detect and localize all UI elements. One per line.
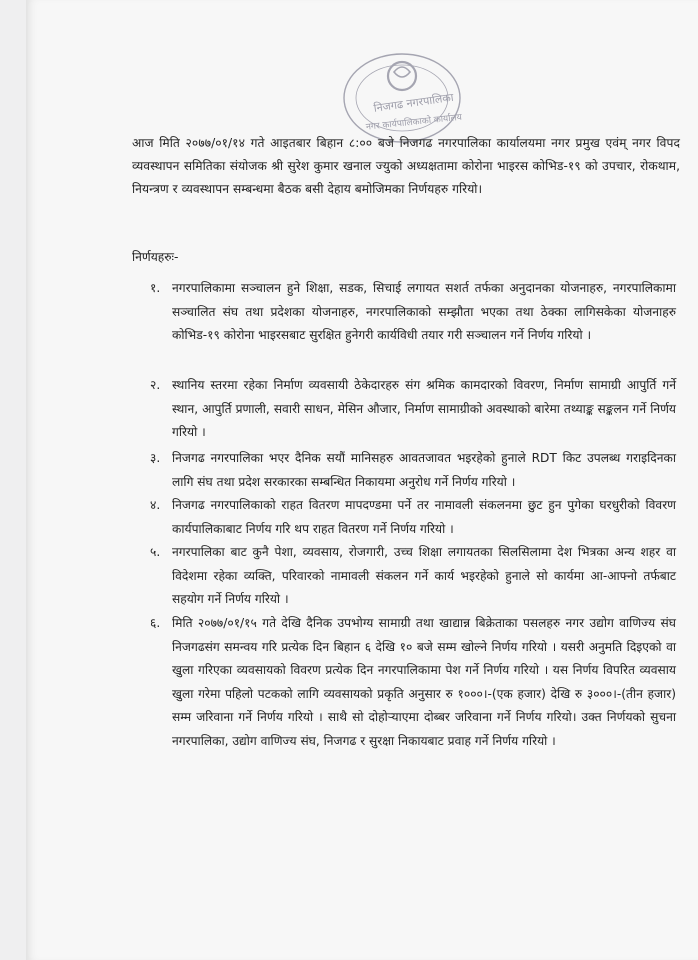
seal-line-1: निजगढ नगरपालिका [372,90,455,115]
decision-text: नगरपालिकामा सञ्चालन हुने शिक्षा, सडक, सिचाई लगायत सशर्त तर्फका अनुदानका योजनाहरु, नगरपालिकामा सञ्चालित संघ तथा प्रदेशका योजनाहरु, नगरपालिकाको सम्झौता भएका तथा ठेक्का लागिसकेका योजनाहरु कोभिड-१९ कोरोना भाइरसबाट सुरक्षित हुनेगरी कार्यविधी तयार गरी सञ्चालन गर्ने निर्णय गरियो । [172,281,676,343]
decision-text: निजगढ नगरपालिकाको राहत वितरण मापदण्डमा पर्ने तर नामावली संकलनमा छुट हुन पुगेका घरधुरीको विवरण कार्यपालिकाबाट निर्णय गरि थप राहत वितरण गर्ने निर्णय गरियो । [172,498,676,536]
meeting-intro-paragraph: आज मिति २०७७/०१/१४ गते आइतबार बिहान ८:०० बजे निजगढ नगरपालिका कार्यालयमा नगर प्रमुख एवंम् नगर विपद व्यवस्थापन समितिका संयोजक श्री सुरेश कुमार खनाल ज्युको अध्यक्षतामा कोरोना भाइरस कोभिड-१९ को उपचार, रोकथाम, नियन्त्रण र व्यवस्थापन सम्बन्धमा बैठक बसी देहाय बमोजिमका निर्णयहरु गरियो। [132,136,680,196]
decision-number: ४. [150,498,161,512]
decision-text: मिति २०७७/०१/१५ गते देखि दैनिक उपभोग्य सामाग्री तथा खाद्यान्न बिक्रेताका पसलहरु नगर उद्योग वाणिज्य संघ निजगढसंग समन्वय गरि प्रत्येक दिन बिहान ६ देखि १० बजे सम्म खोल्ने निर्णय गरियो । यसरी अनुमति दिइएको वा खुला गरिएका व्यवसायको विवरण प्रत्येक दिन नगरपालिकामा पेश गर्ने निर्णय गरियो । यस निर्णय विपरित व्यवसाय खुला गरेमा पहिलो पटकको लागि व्यवसायको प्रकृति अनुसार रु १०००।-(एक हजार) देखि रु ३०००।-(तीन हजार) सम्म जरिवाना गर्ने निर्णय गरियो । साथै सो दोहोऱ्याएमा दोब्बर जरिवाना गर्ने निर्णय गरियो। उक्त निर्णयको सुचना नगरपालिका, उद्योग वाणिज्य संघ, निजगढ र सुरक्षा निकायबाट प्रवाह गर्ने निर्णय गरियो । [172,616,676,748]
decision-number: ३. [150,451,161,465]
document-page [26,0,698,960]
decision-number: ६. [150,616,161,630]
decision-item [150,612,676,754]
decision-item [150,374,676,445]
decisions-heading: निर्णयहरुः- [132,250,179,264]
decision-number: ५. [150,545,161,559]
decision-number: २. [150,378,161,392]
decision-item [150,447,676,494]
decision-number: १. [150,281,161,295]
decision-text: स्थानिय स्तरमा रहेका निर्माण व्यवसायी ठेकेदारहरु संग श्रमिक कामदारको विवरण, निर्माण सामाग्री आपुर्ति गर्ने स्थान, आपुर्ति प्रणाली, सवारी साधन, मेसिन औजार, निर्माण सामाग्रीको अवस्थाको बारेमा तथ्याङ्क सङ्कलन गर्ने निर्णय गरियो । [172,378,676,440]
seal-line-2: नगर कार्यपालिकाको कार्यालय [365,112,463,133]
decision-text: निजगढ नगरपालिका भएर दैनिक सयौं मानिसहरु आवतजावत भइरहेको हुनाले RDT किट उपलब्ध गराइदिनका लागि संघ तथा प्रदेश सरकारका सम्बन्धित निकायमा अनुरोध गर्ने निर्णय गरियो । [172,451,676,489]
decision-item [150,277,676,348]
decision-text: नगरपालिका बाट कुनै पेशा, व्यवसाय, रोजगारी, उच्च शिक्षा लगायतका सिलसिलामा देश भित्रका अन्य शहर वा विदेशमा रहेका व्यक्ति, परिवारको नामावली संकलन गर्ने कार्य भइरहेको हुनाले सो कार्यमा आ-आफ्नो तर्फबाट सहयोग गर्ने निर्णय गरियो । [172,545,676,607]
decision-item [150,494,676,541]
decision-item [150,541,676,612]
